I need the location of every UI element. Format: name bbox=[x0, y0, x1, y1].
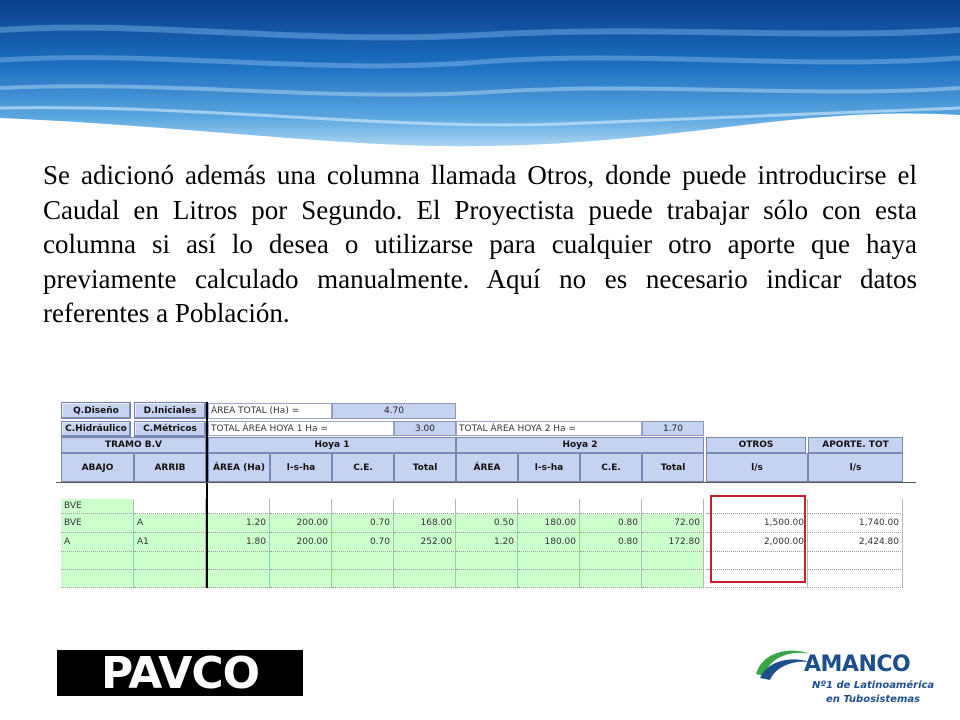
table-cell[interactable]: 252.00 bbox=[394, 533, 456, 552]
area-total-label: ÁREA TOTAL (Ha) = bbox=[208, 403, 332, 419]
column-header: ÁREA bbox=[456, 453, 518, 482]
table-cell[interactable] bbox=[394, 570, 456, 588]
table-cell[interactable]: 0.50 bbox=[456, 514, 518, 533]
column-header: ÁREA (Ha) bbox=[208, 453, 270, 482]
area-total-value: 4.70 bbox=[332, 403, 456, 419]
tramo-group-header: TRAMO B.V bbox=[61, 437, 206, 453]
table-cell[interactable] bbox=[808, 552, 903, 570]
spreadsheet bbox=[56, 402, 916, 588]
table-cell[interactable] bbox=[808, 570, 903, 588]
table-cell[interactable]: 180.00 bbox=[518, 514, 580, 533]
table-cell[interactable] bbox=[270, 570, 332, 588]
table-cell[interactable]: 0.80 bbox=[580, 514, 642, 533]
column-header: ABAJO bbox=[61, 453, 134, 482]
table-cell[interactable] bbox=[332, 570, 394, 588]
table-cell[interactable] bbox=[642, 570, 704, 588]
table-cell[interactable]: 1.20 bbox=[456, 533, 518, 552]
amanco-swoosh-icon bbox=[752, 644, 812, 684]
table-cell[interactable] bbox=[580, 552, 642, 570]
table-cell[interactable] bbox=[134, 499, 206, 514]
aporte-group-header: APORTE. TOT bbox=[808, 437, 903, 453]
table-cell[interactable]: 0.70 bbox=[332, 533, 394, 552]
hoya1-area-value: 3.00 bbox=[394, 421, 456, 436]
column-separator bbox=[206, 402, 208, 588]
table-cell[interactable]: 1.80 bbox=[208, 533, 270, 552]
table-cell[interactable] bbox=[332, 499, 394, 514]
table-cell[interactable] bbox=[270, 552, 332, 570]
table-cell[interactable]: 72.00 bbox=[642, 514, 704, 533]
amanco-tagline-1: Nº1 de Latinoamérica bbox=[812, 680, 935, 691]
column-header: C.E. bbox=[580, 453, 642, 482]
table-cell[interactable]: 0.70 bbox=[332, 514, 394, 533]
table-cell[interactable] bbox=[134, 570, 206, 588]
table-cell[interactable]: A bbox=[134, 514, 206, 533]
column-header: Total bbox=[642, 453, 704, 482]
c-hidraulico-button[interactable]: C.Hidráulico bbox=[61, 421, 131, 437]
hoya2-area-value: 1.70 bbox=[642, 421, 704, 436]
hoya2-area-label: TOTAL ÁREA HOYA 2 Ha = bbox=[456, 421, 642, 436]
table-cell[interactable] bbox=[518, 552, 580, 570]
hoya2-group-header: Hoya 2 bbox=[456, 437, 704, 453]
d-iniciales-button[interactable]: D.Iniciales bbox=[134, 402, 206, 419]
table-cell[interactable]: BVE bbox=[61, 514, 134, 533]
column-header: C.E. bbox=[332, 453, 394, 482]
table-cell[interactable] bbox=[61, 552, 134, 570]
table-cell[interactable]: 0.80 bbox=[580, 533, 642, 552]
table-cell[interactable] bbox=[394, 552, 456, 570]
table-cell[interactable] bbox=[456, 552, 518, 570]
table-cell[interactable]: 168.00 bbox=[394, 514, 456, 533]
hoya1-group-header: Hoya 1 bbox=[208, 437, 456, 453]
amanco-tagline-2: en Tubosistemas bbox=[826, 694, 921, 705]
column-header: l/s bbox=[808, 453, 903, 482]
column-header: l/s bbox=[706, 453, 808, 482]
column-header: ARRIB bbox=[134, 453, 206, 482]
table-cell[interactable] bbox=[456, 570, 518, 588]
header-bottom-line bbox=[56, 482, 916, 483]
table-cell[interactable] bbox=[270, 499, 332, 514]
table-cell[interactable]: 1,740.00 bbox=[808, 514, 903, 533]
table-cell[interactable] bbox=[808, 499, 903, 514]
table-cell[interactable] bbox=[332, 552, 394, 570]
column-header: Total bbox=[394, 453, 456, 482]
table-cell[interactable]: 1.20 bbox=[208, 514, 270, 533]
otros-group-header: OTROS bbox=[706, 437, 806, 453]
table-cell[interactable] bbox=[518, 499, 580, 514]
hoya1-area-label: TOTAL ÁREA HOYA 1 Ha = bbox=[208, 421, 394, 436]
table-cell[interactable] bbox=[456, 499, 518, 514]
table-cell[interactable]: 1,500.00 bbox=[706, 514, 808, 533]
table-cell[interactable] bbox=[580, 570, 642, 588]
column-header: l-s-ha bbox=[518, 453, 580, 482]
amanco-wordmark: AMANCO bbox=[804, 652, 911, 677]
table-cell[interactable] bbox=[580, 499, 642, 514]
table-cell[interactable] bbox=[394, 499, 456, 514]
water-banner bbox=[0, 0, 960, 160]
description-paragraph: Se adicionó además una columna llamada Otros, donde puede introducirse el Caudal en Litros por Segundo. El Proyectista puede trabajar sólo con esta columna si así lo desea o utilizarse para cualquier otro aporte que haya previamente calculado manualmente. Aquí no es necesario indicar datos referentes a Población. bbox=[43, 160, 917, 329]
q-diseno-button[interactable]: Q.Diseño bbox=[61, 402, 131, 419]
table-cell[interactable] bbox=[518, 570, 580, 588]
table-cell[interactable]: 200.00 bbox=[270, 533, 332, 552]
column-header: l-s-ha bbox=[270, 453, 332, 482]
table-cell[interactable] bbox=[642, 552, 704, 570]
table-cell[interactable]: 2,424.80 bbox=[808, 533, 903, 552]
table-cell[interactable]: A1 bbox=[134, 533, 206, 552]
table-cell[interactable] bbox=[208, 570, 270, 588]
table-cell[interactable]: 180.00 bbox=[518, 533, 580, 552]
table-cell[interactable]: 2,000.00 bbox=[706, 533, 808, 552]
table-cell[interactable]: 172.80 bbox=[642, 533, 704, 552]
amanco-logo bbox=[752, 640, 935, 712]
table-cell[interactable] bbox=[642, 499, 704, 514]
pavco-logo: PAVCO bbox=[57, 650, 303, 696]
table-cell[interactable] bbox=[61, 570, 134, 588]
table-cell[interactable]: A bbox=[61, 533, 134, 552]
otros-highlight-box bbox=[710, 495, 806, 583]
c-metricos-button[interactable]: C.Métricos bbox=[134, 421, 206, 437]
table-cell[interactable] bbox=[208, 499, 270, 514]
table-cell[interactable] bbox=[134, 552, 206, 570]
table-cell[interactable]: BVE bbox=[61, 499, 134, 514]
table-cell[interactable]: 200.00 bbox=[270, 514, 332, 533]
table-cell[interactable] bbox=[208, 552, 270, 570]
